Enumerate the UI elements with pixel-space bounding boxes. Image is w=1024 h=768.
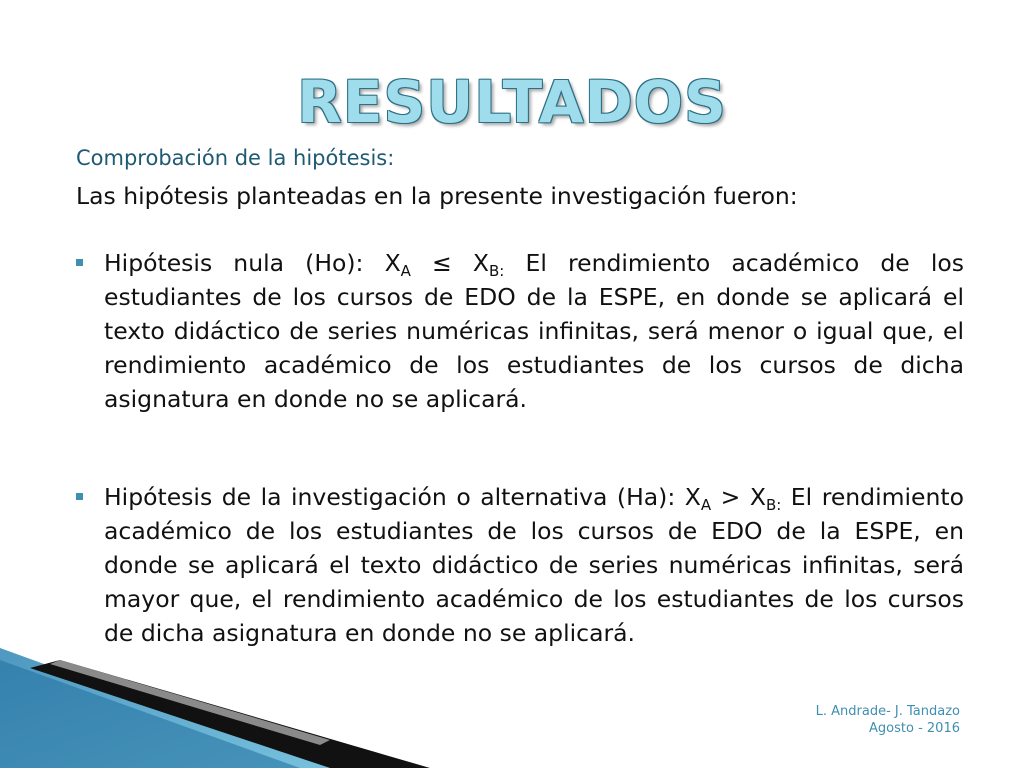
bullet-lead: Hipótesis nula (Ho): X (104, 249, 401, 277)
subscript-a: A (400, 262, 411, 280)
bullet-lead: Hipótesis de la investigación o alternativa (Ha): X (104, 483, 701, 511)
bullet-body: El rendimiento académico de los estudiantes de los cursos de EDO de la ESPE, en donde se aplicará el texto didáctico de series numéricas infinitas, será mayor que, el rendimiento académico de los estudiantes de los cursos de dicha asignatura en donde no se aplicará. (104, 483, 964, 647)
intro-text: Las hipótesis planteadas en la presente investigación fueron: (76, 182, 798, 210)
bullet-text (104, 480, 964, 650)
bullet-square-icon (76, 493, 83, 500)
slide-title: RESULTADOS (297, 68, 727, 136)
bullet-square-icon (76, 259, 83, 266)
bullet-body: El rendimiento académico de los estudiantes de los cursos de EDO de la ESPE, en donde se aplicará el texto didáctico de series numéricas infinitas, será menor o igual que, el rendimiento académico de los estudiantes de los cursos de dicha asignatura en donde no se aplicará. (104, 249, 964, 413)
bullet-null-hypothesis (76, 246, 964, 416)
subscript-b: B: (488, 262, 505, 280)
subscript-b: B: (765, 496, 782, 514)
bullet-operator: > X (711, 483, 766, 511)
subscript-a: A (700, 496, 712, 514)
footer-authors: L. Andrade- J. Tandazo (815, 704, 960, 719)
bullet-text (104, 246, 964, 416)
footer-date: Agosto - 2016 (869, 721, 960, 736)
slide-subtitle: Comprobación de la hipótesis: (76, 146, 395, 170)
bullet-operator: ≤ X (410, 249, 489, 277)
bullet-alternative-hypothesis (76, 480, 964, 650)
